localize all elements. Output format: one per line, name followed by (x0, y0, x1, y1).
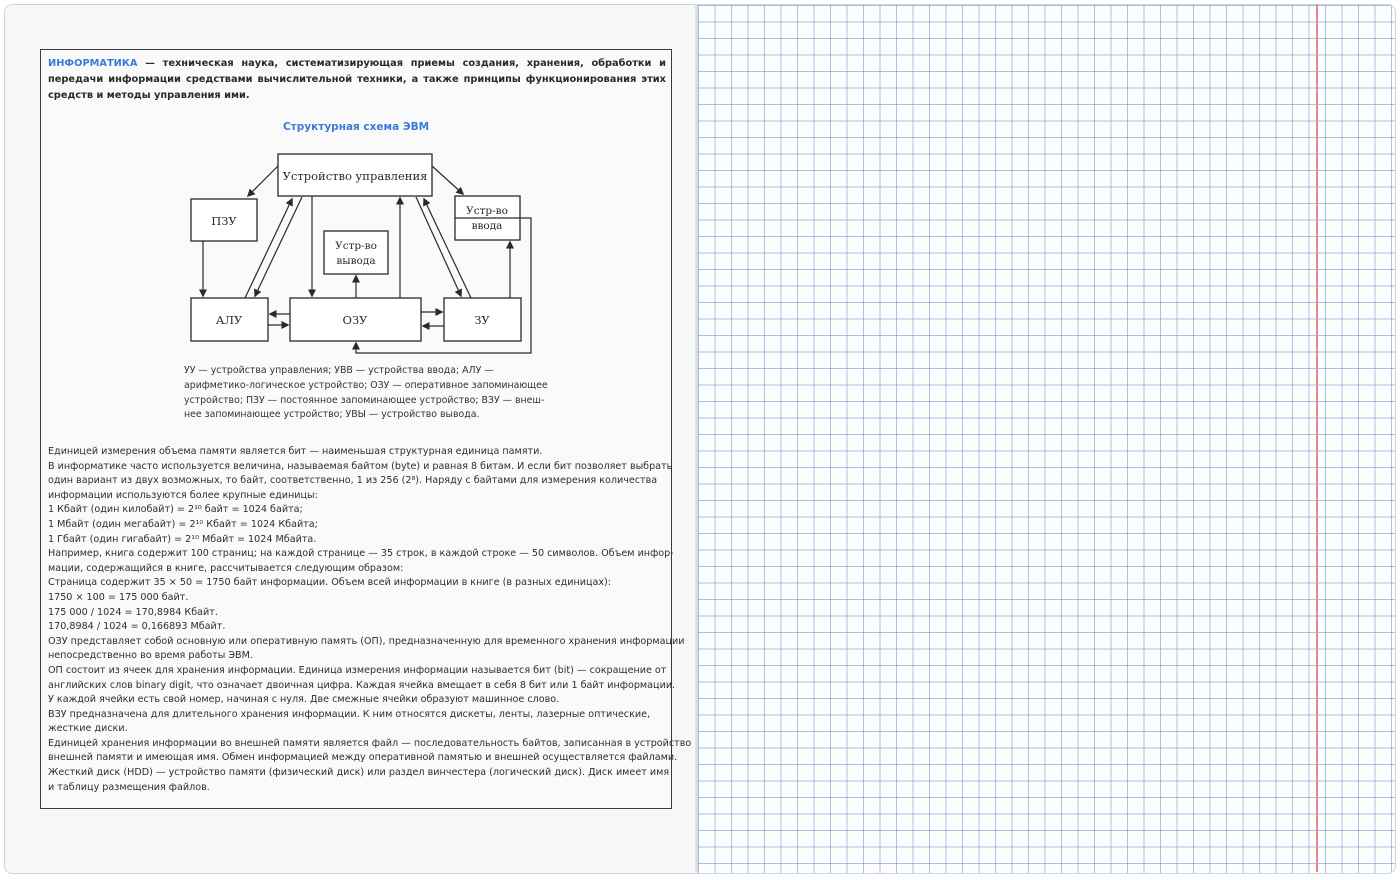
text-line: 1 Кбайт (один килобайт) = 2¹⁰ байт = 1024 байта; (48, 504, 303, 516)
text-line: и таблицу размещения файлов. (48, 781, 210, 793)
text-line: Например, книга содержит 100 страниц; на каждой странице — 35 строк, в каждой строке — 50 символов. Объем инфор- (48, 548, 674, 560)
text-line: английских слов binary digit, что означает двоичная цифра. Каждая ячейка вмещает в себя 8 бит или 1 байт информации. (48, 679, 676, 691)
memory-units-text (48, 445, 692, 795)
diagram-legend (184, 364, 548, 423)
text-line: информации используются более крупные единицы: (48, 489, 318, 501)
text-line: Страница содержит 35 × 50 = 1750 байт информации. Объем всей информации в книге (в разных единицах): (48, 577, 612, 589)
text-line: 1 Мбайт (один мегабайт) = 2¹⁰ Кбайт = 1024 Кбайта; (48, 518, 318, 530)
input-device-label-1: Устр-во (466, 205, 508, 217)
text-line: У каждой ячейки есть свой номер, начиная с нуля. Две смежные ячейки образуют машинное слово. (48, 694, 560, 706)
red-margin-line (1316, 4, 1318, 872)
text-line: Единицей хранения информации во внешней памяти является файл — последовательность байтов, записанная в устройство (48, 737, 692, 749)
output-device-box (324, 231, 388, 274)
text-line: ВЗУ предназначена для длительного хранения информации. К ним относятся дискеты, ленты, лазерные оптические, (48, 708, 651, 720)
legend-line: устройство; ПЗУ — постоянное запоминающее устройство; ВЗУ — внеш- (184, 394, 545, 406)
control-unit-label: Устройство управления (282, 169, 428, 183)
right-page-grid-paper (697, 4, 1396, 874)
text-line: ОЗУ представляет собой основную или оперативную память (ОП), предназначенную для временного хранения информации (48, 635, 685, 647)
intro-keyword: ИНФОРМАТИКА (48, 58, 138, 69)
storage-label: ЗУ (474, 313, 490, 327)
text-line: ОП состоит из ячеек для хранения информации. Единица измерения информации называется бит (bit) — сокращение от (48, 664, 667, 676)
text-line: 170,8984 / 1024 = 0,166893 Мбайт. (48, 621, 226, 633)
text-line: непосредственно во время работы ЭВМ. (48, 650, 253, 662)
legend-line: нее запоминающее устройство; УВЫ — устройство вывода. (184, 409, 480, 421)
diagram-title: Структурная схема ЭВМ (282, 121, 430, 133)
text-line: Жесткий диск (HDD) — устройство памяти (физический диск) или раздел винчестера (логический диск). Диск имеет имя (48, 767, 670, 779)
text-line: 175 000 / 1024 = 170,8984 Кбайт. (48, 606, 218, 618)
text-line: внешней памяти и имеющая имя. Обмен информацией между оперативной памятью и внешней осуществляется файлами. (48, 752, 678, 764)
text-line: мации, содержащийся в книге, рассчитывается следующим образом: (48, 562, 404, 574)
alu-label: АЛУ (215, 313, 243, 327)
legend-line: УУ — устройства управления; УВВ — устройства ввода; АЛУ — (184, 365, 494, 376)
output-device-label-2: вывода (336, 255, 376, 267)
input-device-label-2: ввода (471, 220, 503, 232)
ram-label: ОЗУ (342, 313, 368, 327)
text-line: один вариант из двух возможных, то байт, соответственно, 1 из 256 (2⁸). Наряду с байтами для измерения количества (48, 475, 658, 487)
text-line: Единицей измерения объема памяти является бит — наименьшая структурная единица памяти. (48, 446, 543, 457)
text-line: 1750 × 100 = 175 000 байт. (48, 591, 189, 603)
rom-label: ПЗУ (211, 214, 237, 228)
legend-line: арифметико-логическое устройство; ОЗУ — оперативное запоминающее (184, 379, 548, 391)
text-line: 1 Гбайт (один гигабайт) = 2¹⁰ Мбайт = 1024 Мбайта. (48, 533, 317, 545)
text-line: жесткие диски. (48, 723, 128, 735)
intro-text: — техническая наука, систематизирующая приемы создания, хранения, обработки и передачи информации средствами вычислительной техники, а также принципы функционирования этих средств и методы управления ими. (48, 58, 666, 101)
text-line: В информатике часто используется величина, называемая байтом (byte) и равная 8 битам. И если бит позволяет выбрать (48, 460, 673, 472)
output-device-label-1: Устр-во (335, 240, 377, 252)
